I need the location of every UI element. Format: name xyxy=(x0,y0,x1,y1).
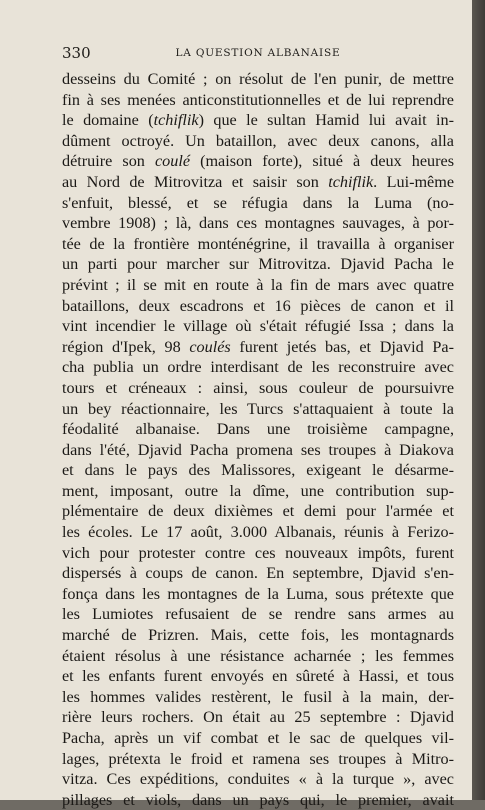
page-edge xyxy=(472,0,485,800)
text-line xyxy=(62,460,454,481)
text-segment: desseins du Comité ; on résolut de l'en punir, de mettre xyxy=(62,70,454,88)
page-header xyxy=(62,44,454,64)
text-segment: prévint ; il se mit en route à la fin de mars avec quatre xyxy=(62,275,454,294)
text-segment: ) que le sultan Hamid lui avait in- xyxy=(198,111,454,130)
text-segment: un bey réactionnaire, les Turcs s'attaquaient à toute la xyxy=(62,399,454,418)
text-segment: lages, prétexta le froid et ramena ses troupes à Mitro- xyxy=(62,749,454,768)
text-segment: dans l'été, Djavid Pacha promena ses troupes à Diakova xyxy=(62,440,454,459)
text-line xyxy=(62,254,454,275)
text-segment: ment, imposant, outre la dîme, une contribution sup- xyxy=(62,481,454,500)
text-line xyxy=(62,604,454,625)
text-segment: détruire son xyxy=(62,152,155,171)
text-line xyxy=(62,399,454,420)
text-line xyxy=(62,728,454,749)
text-line xyxy=(62,563,454,584)
text-segment: et dans le pays des Malissores, exigeant le désarme- xyxy=(62,461,454,480)
text-segment: rière leurs rochers. On était au 25 septembre : Djavid xyxy=(62,708,454,727)
italic-term: tchiflik xyxy=(328,172,374,191)
text-line xyxy=(62,172,454,193)
text-segment: plémentaire de deux dixièmes et demi pour l'armée et xyxy=(62,502,454,521)
italic-term: coulé xyxy=(154,152,191,171)
text-segment: féodalité albanaise. Dans une troisième campagne, xyxy=(62,420,454,439)
text-line xyxy=(62,357,454,378)
text-segment: fonça dans les montagnes de la Luma, sous prétexte que xyxy=(62,584,454,603)
text-line xyxy=(62,625,454,646)
text-line xyxy=(62,707,454,728)
text-line xyxy=(62,646,454,667)
text-line xyxy=(62,769,454,790)
text-segment: vich pour protester contre ces nouveaux impôts, furent xyxy=(62,543,454,562)
text-segment: vembre 1908) ; là, dans ces montagnes sauvages, à por- xyxy=(62,214,454,233)
text-segment: marché de Prizren. Mais, cette fois, les montagnards xyxy=(62,626,454,645)
text-segment: pillages et viols, dans un pays qui, le premier, avait xyxy=(62,790,454,809)
text-segment: (maison forte), situé à deux heures xyxy=(190,152,454,171)
text-line xyxy=(62,419,454,440)
text-line xyxy=(62,543,454,564)
text-line xyxy=(62,501,454,522)
text-line xyxy=(62,584,454,605)
text-line xyxy=(62,296,454,317)
text-line xyxy=(62,275,454,296)
text-line xyxy=(62,749,454,770)
text-line xyxy=(62,151,454,172)
body-text xyxy=(62,69,454,810)
page-number: 330 xyxy=(62,44,91,62)
text-segment: furent jetés bas, et Djavid Pa- xyxy=(230,337,454,356)
text-line xyxy=(62,110,454,131)
text-line xyxy=(62,193,454,214)
text-segment: un parti pour marcher sur Mitrovitza. Djavid Pacha le xyxy=(62,255,454,274)
text-line xyxy=(62,687,454,708)
text-segment: au Nord de Mitrovitza et saisir son xyxy=(62,172,329,191)
text-segment: région d'Ipek, 98 xyxy=(62,337,190,356)
running-title: LA QUESTION ALBANAISE xyxy=(175,47,341,59)
text-line xyxy=(62,522,454,543)
text-line xyxy=(62,440,454,461)
text-line xyxy=(62,666,454,687)
text-line xyxy=(62,378,454,399)
text-segment: . Lui-même xyxy=(373,172,454,191)
text-line xyxy=(62,481,454,502)
text-segment: dûment octroyé. Un bataillon, avec deux canons, alla xyxy=(62,131,454,150)
text-segment: s'enfuit, blessé, et se réfugia dans la Luma (no- xyxy=(62,193,454,212)
text-segment: bataillons, deux escadrons et 16 pièces de canon et il xyxy=(62,296,454,315)
text-line xyxy=(62,90,454,111)
text-segment: les Lumiotes refusaient de se rendre sans armes au xyxy=(62,605,454,624)
italic-term: coulés xyxy=(189,337,231,356)
text-segment: étaient résolus à une résistance acharnée ; les femmes xyxy=(62,646,454,665)
text-line xyxy=(62,337,454,358)
text-segment: fin à ses menées anticonstitutionnelles et de lui reprendre xyxy=(62,90,454,109)
text-segment: les hommes valides restèrent, le fusil à la main, der- xyxy=(62,687,454,706)
text-segment: tours et créneaux : ainsi, sous couleur de poursuivre xyxy=(62,378,454,397)
italic-term: tchiflik xyxy=(153,111,199,130)
text-segment: le domaine ( xyxy=(62,111,154,130)
text-segment: dispersés à coups de canon. En septembre, Djavid s'en- xyxy=(62,564,454,583)
text-line xyxy=(62,234,454,255)
text-line xyxy=(62,69,454,90)
text-line xyxy=(62,213,454,234)
text-segment: tée de la frontière monténégrine, il travailla à organiser xyxy=(62,234,454,253)
text-segment: les écoles. Le 17 août, 3.000 Albanais, réunis à Ferizo- xyxy=(62,523,454,542)
text-line xyxy=(62,316,454,337)
text-segment: vitza. Ces expéditions, conduites « à la turque », avec xyxy=(62,770,454,789)
text-line xyxy=(62,131,454,152)
text-segment: Pacha, après un vif combat et le sac de quelques vil- xyxy=(62,729,454,747)
text-segment: cha publia un ordre interdisant de les reconstruire avec xyxy=(62,358,454,377)
text-segment: et les enfants furent envoyés en sûreté à Hassi, et tous xyxy=(62,667,454,686)
text-segment: vint incendier le village où s'était réfugié Issa ; dans la xyxy=(62,317,454,336)
